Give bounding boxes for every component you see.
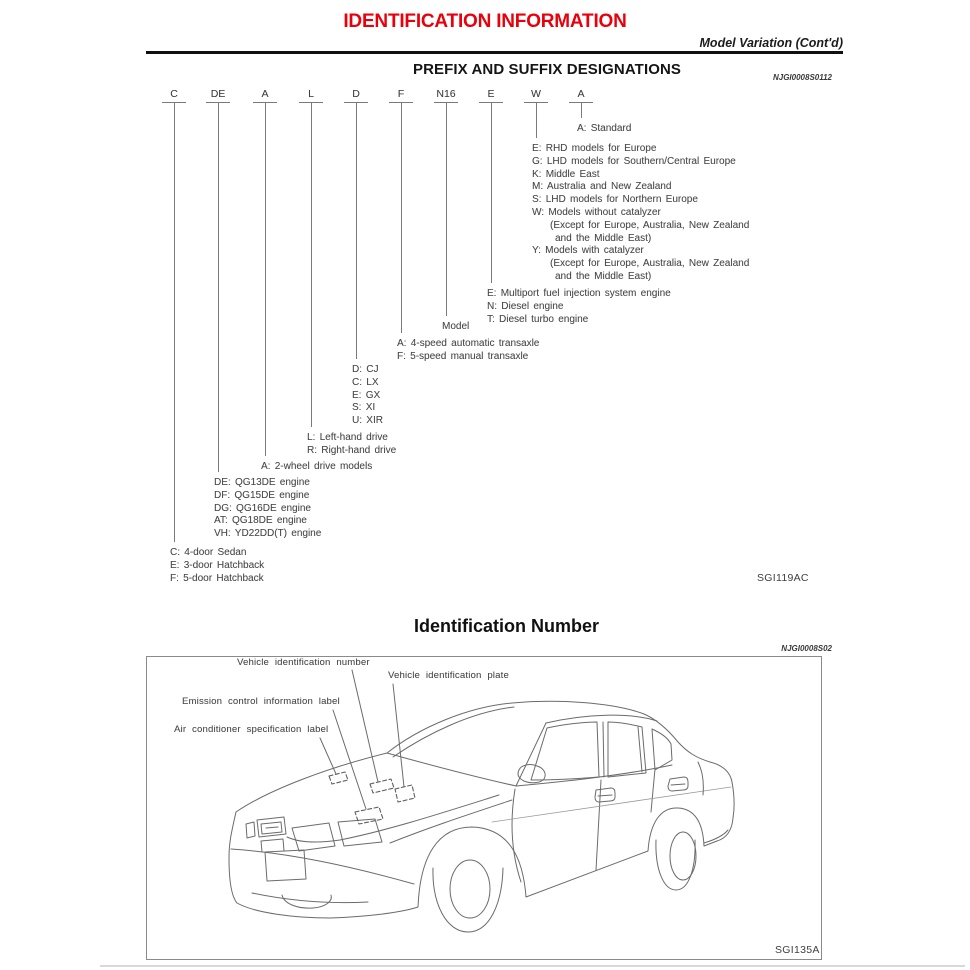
- code-letter-A: A: [577, 88, 585, 100]
- code-letter-C: C: [170, 88, 178, 100]
- code-letter-W: W: [531, 88, 541, 100]
- designation-list-A: [261, 461, 372, 474]
- designation-entry: U: XIR: [352, 415, 383, 427]
- rear-door-edge: [651, 769, 655, 812]
- designation-list-F: [397, 338, 539, 364]
- designation-list-L: [307, 432, 396, 458]
- designation-entry: R: Right-hand drive: [307, 444, 397, 456]
- bumper-lower-vent: [252, 893, 368, 903]
- code-letter-D: D: [352, 88, 360, 100]
- designation-entry: DE: QG13DE engine: [214, 477, 310, 488]
- hood-cut-line: [287, 795, 499, 842]
- designation-entry: M: Australia and New Zealand: [532, 181, 672, 193]
- designation-entry: A: 2-wheel drive models: [261, 461, 373, 472]
- designation-entry: G: LHD models for Southern/Central Europe: [532, 155, 736, 167]
- designation-list-D: [352, 364, 383, 428]
- designation-line-DE: [218, 103, 219, 472]
- designation-entry: Y: Models with catalyzer: [532, 245, 644, 257]
- designation-entry: W: Models without catalyzer: [532, 206, 661, 218]
- designation-line-L: [311, 103, 312, 427]
- trunk-line: [698, 762, 703, 795]
- car-label-3: Air conditioner specification label: [174, 724, 329, 735]
- scan-edge-line: [100, 965, 965, 967]
- bumper-crease: [231, 849, 414, 884]
- designation-entry: DF: QG15DE engine: [214, 489, 310, 501]
- designation-line-A: [581, 103, 582, 118]
- designation-list-A: [577, 123, 631, 136]
- designation-entry: T: Diesel turbo engine: [487, 313, 589, 325]
- designation-entry: F: 5-speed manual transaxle: [397, 350, 529, 362]
- headlight-left: [292, 823, 335, 851]
- designation-list-N16: [442, 321, 469, 334]
- door-split-line: [596, 780, 601, 870]
- designation-entry: E: Multiport fuel injection system engine: [487, 288, 671, 299]
- designation-entry: (Except for Europe, Australia, New Zealand: [550, 258, 750, 270]
- front-door-window: [531, 722, 599, 780]
- rear-wheel-hub: [670, 832, 696, 880]
- belt-line: [516, 765, 672, 786]
- designation-line-F: [401, 103, 402, 333]
- emission-label-marker: [355, 807, 383, 824]
- front-door-edge: [512, 789, 521, 882]
- grille-corner: [246, 822, 255, 838]
- designation-line-E: [491, 103, 492, 283]
- designation-list-DE: [214, 477, 321, 541]
- designation-line-C: [174, 103, 175, 542]
- prefix-suffix-heading: PREFIX AND SUFFIX DESIGNATIONS: [413, 61, 682, 78]
- windshield-inner-edge: [393, 707, 514, 757]
- designation-entry: A: Standard: [577, 123, 632, 134]
- designation-entry: L: Left-hand drive: [307, 432, 388, 443]
- designation-entry: VH: YD22DD(T) engine: [214, 528, 322, 540]
- code-letter-A: A: [261, 88, 269, 100]
- designation-list-E: [487, 288, 671, 326]
- designation-list-C: [170, 547, 264, 585]
- designation-line-W: [536, 103, 537, 138]
- car-label-2: Emission control information label: [182, 696, 340, 707]
- vin-plate-marker: [395, 785, 415, 802]
- designation-line-N16: [446, 103, 447, 316]
- grille-badge: [266, 827, 278, 828]
- page-title: IDENTIFICATION INFORMATION: [343, 11, 627, 32]
- windshield-base-cowl: [387, 753, 516, 786]
- designation-list-W: [532, 143, 749, 284]
- b-pillar: [603, 722, 604, 777]
- roof-drip-rail: [546, 715, 657, 723]
- identification-figure-box: [146, 656, 822, 960]
- car-label-0: Vehicle identification number: [237, 657, 370, 668]
- air-conditioner-label-marker: [329, 772, 348, 784]
- prefix-ref-code: NJGI0008S0112: [772, 73, 832, 82]
- designation-entry: (Except for Europe, Australia, New Zealand: [550, 219, 750, 231]
- car-label-1: Vehicle identification plate: [388, 670, 509, 681]
- rear-window-divider: [638, 727, 642, 772]
- designation-line-A: [265, 103, 266, 456]
- front-tire: [433, 868, 503, 932]
- code-letter-E: E: [487, 88, 495, 100]
- designation-entry: E: 3-door Hatchback: [170, 559, 265, 571]
- license-plate: [265, 850, 306, 881]
- code-letter-DE: DE: [210, 88, 226, 100]
- section-subtitle: Model Variation (Cont'd): [699, 36, 843, 50]
- designation-entry: Model: [442, 321, 470, 332]
- designation-entry: A: 4-speed automatic transaxle: [397, 338, 540, 349]
- designation-entry: N: Diesel engine: [487, 300, 564, 312]
- code-letter-N16: N16: [436, 88, 456, 100]
- designation-entry: S: XI: [352, 402, 376, 414]
- designation-entry: AT: QG18DE engine: [214, 515, 307, 527]
- designation-entry: E: GX: [352, 389, 381, 401]
- rear-door-handle-inner: [671, 784, 685, 785]
- front-wheel-hub: [450, 860, 490, 918]
- bumper-step: [261, 839, 284, 852]
- designation-entry: C: LX: [352, 376, 379, 388]
- designation-entry: S: LHD models for Northern Europe: [532, 194, 698, 206]
- leader-vin-plate: [393, 684, 404, 787]
- a-pillar: [516, 723, 546, 786]
- designation-line-D: [356, 103, 357, 359]
- leader-vin: [352, 670, 378, 782]
- idnum-ref-code: NJGI0008S02: [781, 644, 832, 653]
- designation-entry: D: CJ: [352, 364, 379, 375]
- designation-entry: DG: QG16DE engine: [214, 502, 311, 514]
- designation-entry: and the Middle East): [555, 270, 652, 282]
- designation-entry: and the Middle East): [555, 232, 652, 244]
- designation-entry: C: 4-door Sedan: [170, 547, 247, 558]
- front-air-dam: [282, 895, 331, 908]
- code-letter-F: F: [397, 88, 405, 100]
- designation-entry: F: 5-door Hatchback: [170, 572, 264, 584]
- idnum-figure-code: SGI135A: [775, 944, 820, 956]
- leader-air-conditioner: [320, 738, 336, 774]
- vin-label-marker: [370, 779, 394, 793]
- rear-tire: [656, 840, 695, 890]
- code-letter-L: L: [308, 88, 314, 100]
- headlight-right: [338, 819, 382, 846]
- designation-entry: E: RHD models for Europe: [532, 143, 657, 154]
- identification-number-heading: Identification Number: [414, 616, 600, 636]
- prefix-figure-code: SGI119AC: [757, 572, 809, 584]
- quarter-window: [652, 729, 672, 770]
- designation-entry: K: Middle East: [532, 168, 600, 180]
